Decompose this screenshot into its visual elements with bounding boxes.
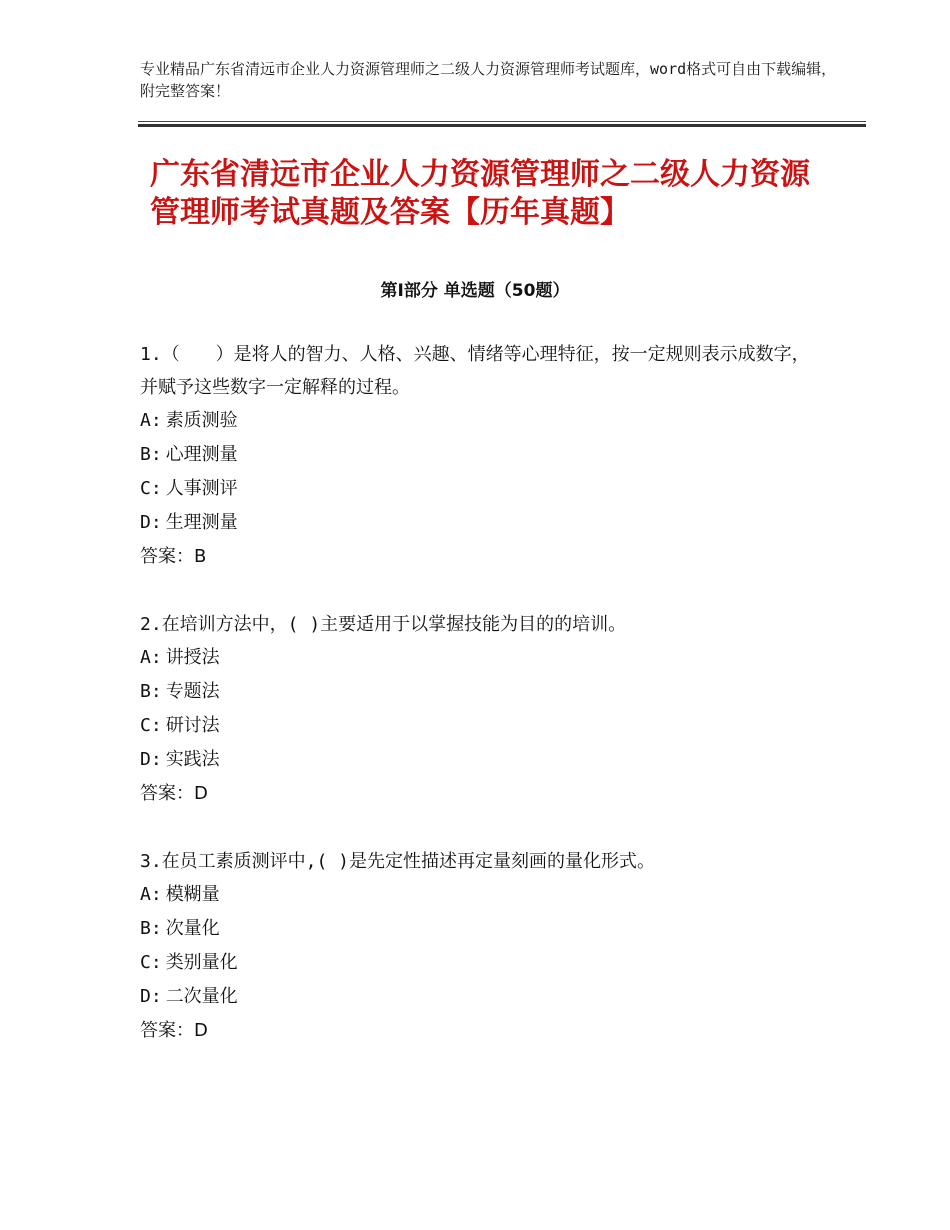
option-text: 生理测量 [165,512,238,533]
answer-line [140,777,820,811]
option-b [140,438,820,472]
option-text: 讲授法 [165,647,220,668]
question-text: 1.（ ）是将人的智力、人格、兴趣、情绪等心理特征，按一定规则表示成数字，并赋予这些数字一定解释的过程。 [140,344,810,398]
option-text: 模糊量 [165,884,220,905]
answer-label: 答案： [140,1020,194,1041]
answer-label: 答案： [140,783,194,804]
answer-value: D [194,783,208,804]
option-text: 心理测量 [165,444,238,465]
answer-line [140,1014,820,1048]
question-1 [140,338,820,574]
header-rule-thick [138,124,866,127]
option-key: C: [140,478,162,499]
option-key: C: [140,952,162,973]
option-a [140,641,820,675]
option-d [140,980,820,1014]
question-text: 2.在培训方法中，( )主要适用于以掌握技能为目的的培训。 [140,614,627,635]
answer-label: 答案： [140,546,194,567]
option-key: C: [140,715,162,736]
option-key: B: [140,918,162,939]
document-title: 广东省清远市企业人力资源管理师之二级人力资源管理师考试真题及答案【历年真题】 [150,157,810,230]
option-text: 实践法 [165,749,220,770]
question-list [140,338,820,1082]
option-text: 类别量化 [165,952,238,973]
option-text: 专题法 [165,681,220,702]
option-a [140,404,820,438]
option-key: D: [140,986,162,1007]
option-b [140,675,820,709]
option-key: D: [140,512,162,533]
option-key: A: [140,647,162,668]
option-text: 研讨法 [165,715,220,736]
option-d [140,743,820,777]
option-d [140,506,820,540]
option-key: B: [140,681,162,702]
header-note: 专业精品广东省清远市企业人力资源管理师之二级人力资源管理师考试题库，word格式可自由下载编辑，附完整答案！ [140,60,837,100]
option-text: 素质测验 [165,410,238,431]
answer-line [140,540,820,574]
question-3 [140,845,820,1048]
option-key: D: [140,749,162,770]
option-b [140,912,820,946]
option-text: 二次量化 [165,986,238,1007]
option-a [140,878,820,912]
option-c [140,472,820,506]
question-2 [140,608,820,811]
option-key: B: [140,444,162,465]
option-c [140,709,820,743]
option-key: A: [140,410,162,431]
option-text: 人事测评 [165,478,238,499]
header-rule-thin [138,121,866,122]
option-text: 次量化 [165,918,220,939]
answer-value: D [194,1020,208,1041]
answer-value: B [194,546,207,567]
option-c [140,946,820,980]
option-key: A: [140,884,162,905]
section-title: 第Ⅰ部分 单选题（50题） [380,281,570,301]
question-text: 3.在员工素质测评中,( )是先定性描述再定量刻画的量化形式。 [140,851,656,872]
